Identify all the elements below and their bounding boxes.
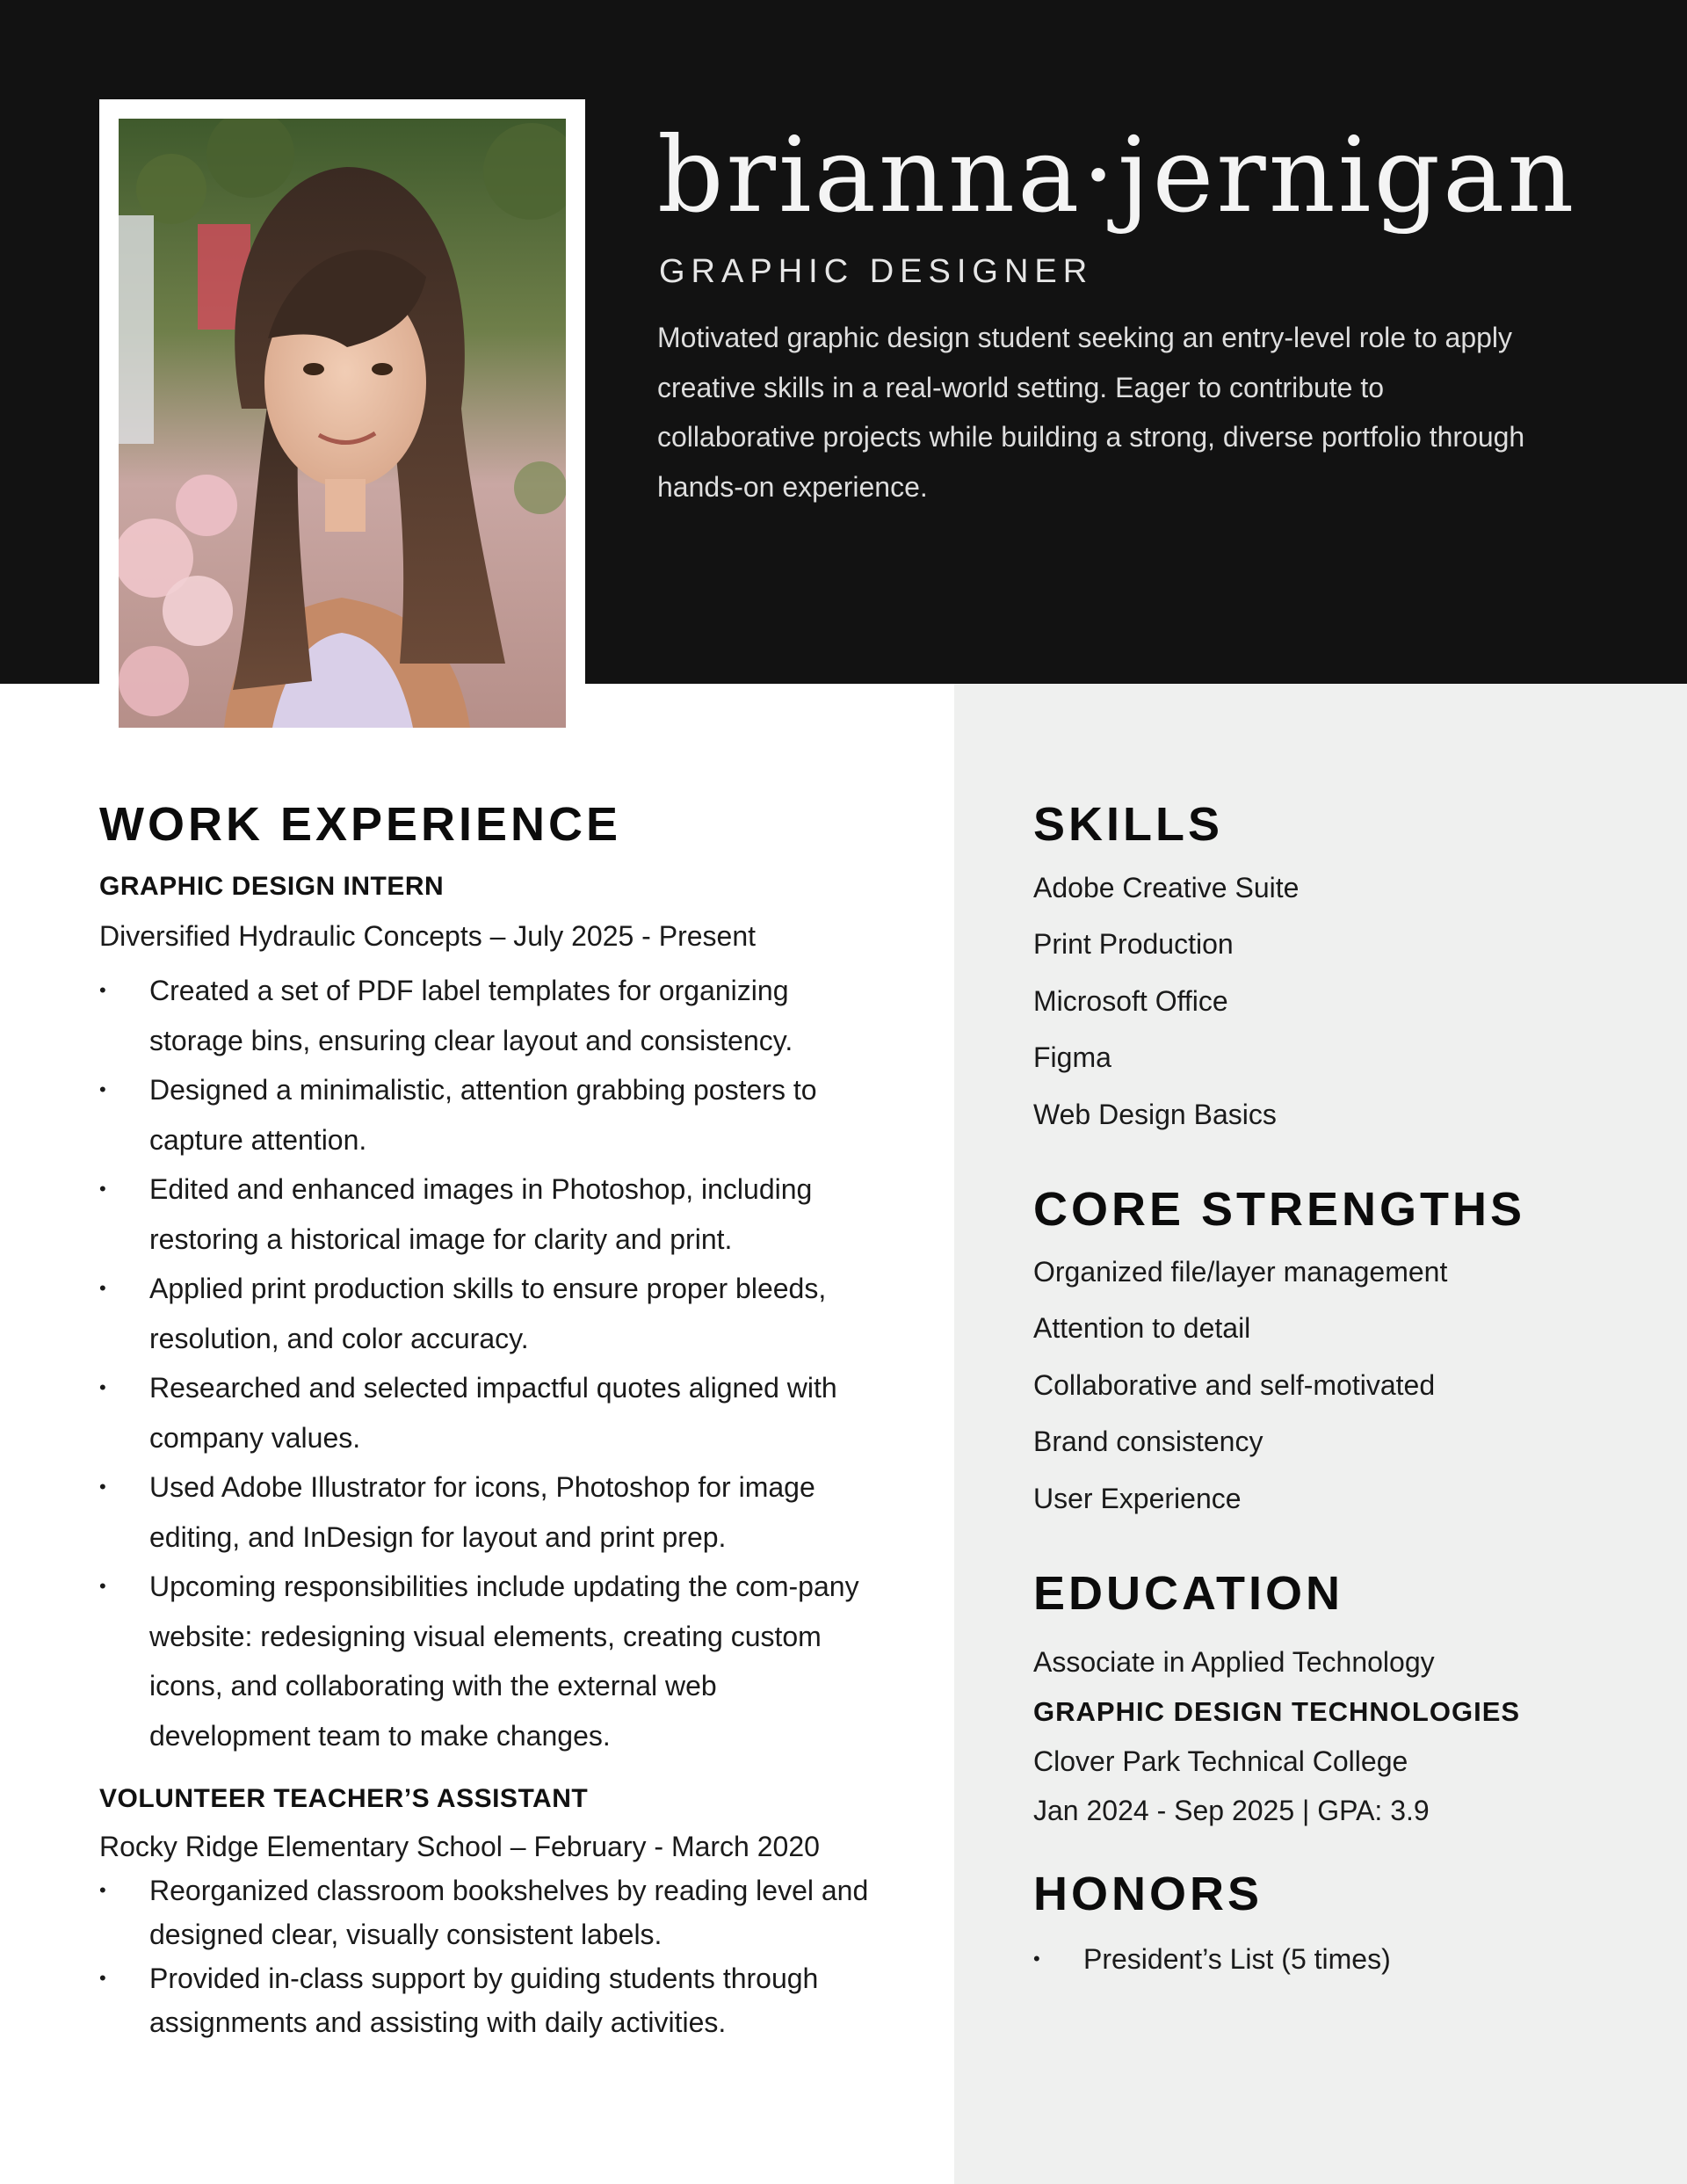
job-role: GRAPHIC DESIGNER bbox=[659, 253, 1094, 290]
list-item: • Reorganized classroom bookshelves by reading level and designed clear, visually consistent labels. bbox=[99, 1868, 872, 1956]
job-meta: Diversified Hydraulic Concepts – July 2025 - Present bbox=[99, 920, 756, 952]
job-title: VOLUNTEER TEACHER’S ASSISTANT bbox=[99, 1784, 589, 1813]
program: GRAPHIC DESIGN TECHNOLOGIES bbox=[1033, 1696, 1521, 1727]
list-item: Web Design Basics bbox=[1033, 1098, 1277, 1130]
work-experience-heading: WORK EXPERIENCE bbox=[99, 798, 622, 851]
job-bullet-list bbox=[99, 1868, 872, 2044]
list-item: Adobe Creative Suite bbox=[1033, 872, 1300, 903]
job-bullet-list bbox=[99, 966, 872, 1760]
candidate-name: brianna·jernigan bbox=[657, 114, 1577, 236]
list-item: • Upcoming responsibilities include updating the com-pany website: redesigning visual elements, creating custom icons, and collaborating with the external web development team to make changes. bbox=[99, 1562, 872, 1760]
list-item: • Edited and enhanced images in Photoshop, including restoring a historical image for clarity and print. bbox=[99, 1165, 872, 1264]
list-item: Figma bbox=[1033, 1041, 1111, 1074]
list-item: Collaborative and self-motivated bbox=[1033, 1368, 1436, 1401]
education-dates: Jan 2024 - Sep 2025 | GPA: 3.9 bbox=[1033, 1795, 1430, 1826]
list-item: • Applied print production skills to ensure proper bleeds, resolution, and color accuracy. bbox=[99, 1264, 872, 1363]
list-item: • President’s List (5 times) bbox=[1033, 1937, 1648, 1981]
strengths-list bbox=[1033, 1244, 1447, 1527]
honors-list bbox=[1033, 1937, 1648, 1981]
list-item: • Designed a minimalistic, attention grabbing posters to capture attention. bbox=[99, 1065, 872, 1165]
summary-text: Motivated graphic design student seeking an entry-level role to apply creative skills in a real-world setting. Eager to contribute to collaborative projects while building a strong, diverse portfolio through hands-on experience. bbox=[657, 322, 1525, 503]
list-item: Organized file/layer management bbox=[1033, 1256, 1448, 1288]
honors-heading: HONORS bbox=[1033, 1868, 1263, 1920]
list-item: Microsoft Office bbox=[1033, 984, 1228, 1017]
list-item: Print Production bbox=[1033, 928, 1234, 961]
list-item: • Provided in-class support by guiding students through assignments and assisting with daily activities. bbox=[99, 1956, 872, 2044]
core-strengths-heading: CORE STRENGTHS bbox=[1033, 1183, 1526, 1236]
list-item: Attention to detail bbox=[1033, 1312, 1251, 1345]
skills-list bbox=[1033, 860, 1299, 1143]
list-item: Brand consistency bbox=[1033, 1426, 1263, 1458]
job-meta: Rocky Ridge Elementary School – February - March 2020 bbox=[99, 1831, 820, 1862]
list-item: • Created a set of PDF label templates for organizing storage bins, ensuring clear layout and consistency. bbox=[99, 966, 872, 1065]
degree: Associate in Applied Technology bbox=[1033, 1646, 1435, 1678]
skills-heading: SKILLS bbox=[1033, 798, 1224, 851]
job-title: GRAPHIC DESIGN INTERN bbox=[99, 872, 445, 901]
list-item: • Researched and selected impactful quotes aligned with company values. bbox=[99, 1363, 872, 1462]
school: Clover Park Technical College bbox=[1033, 1745, 1408, 1777]
education-heading: EDUCATION bbox=[1033, 1567, 1343, 1620]
profile-photo bbox=[119, 119, 566, 728]
list-item: User Experience bbox=[1033, 1482, 1242, 1514]
list-item: • Used Adobe Illustrator for icons, Photoshop for image editing, and InDesign for layout and print prep. bbox=[99, 1462, 872, 1562]
